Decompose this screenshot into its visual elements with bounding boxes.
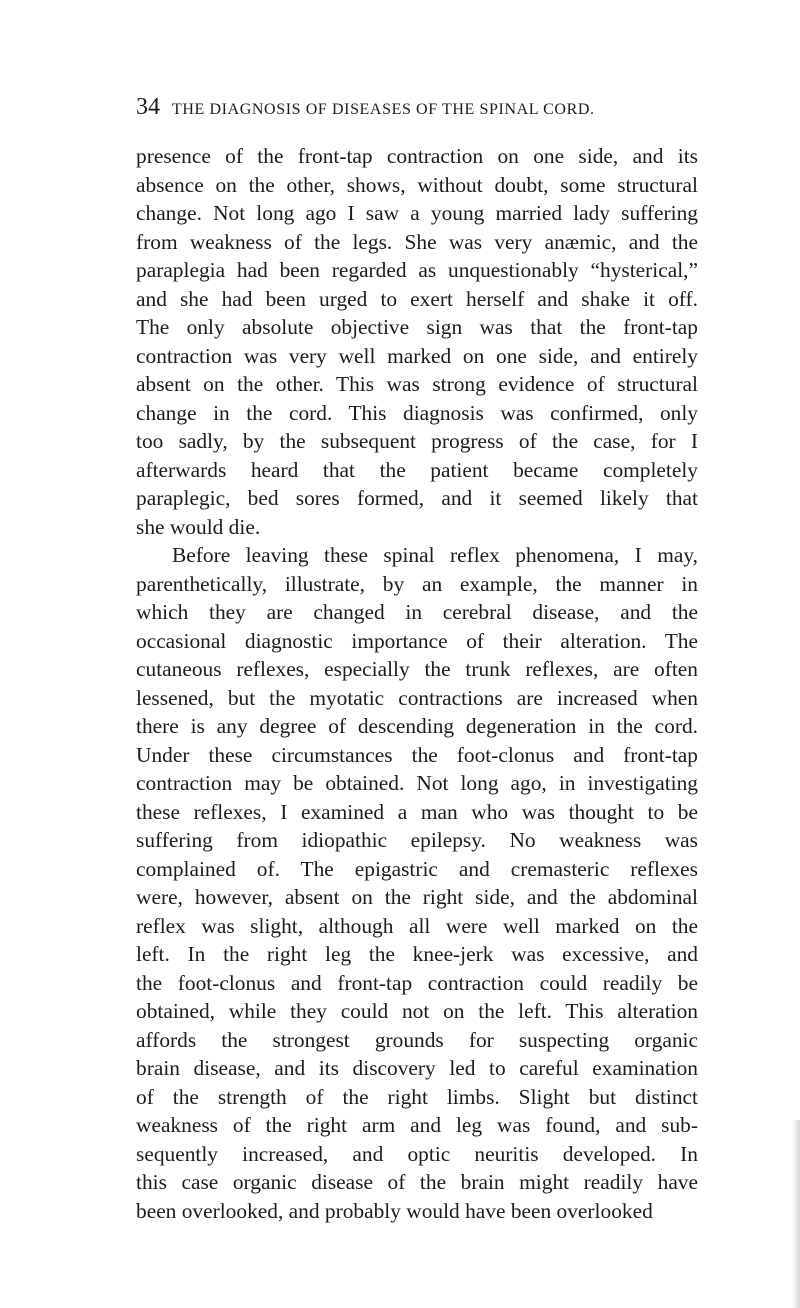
text-line: occasional diagnostic importance of their alteration. The [136,628,698,653]
text-line: lessened, but the myotatic contractions are increased when [136,685,698,710]
text-line: change in the cord. This diagnosis was confirmed, only [136,400,698,425]
text-line: the foot-clonus and front-tap contraction could readily be [136,970,698,995]
text-line: been overlooked, and probably would have been overlooked [136,1198,653,1223]
text-line: suffering from idiopathic epilepsy. No weakness was [136,828,698,852]
text-line: affords the strongest grounds for suspecting organic [136,1027,698,1052]
text-line: complained of. The epigastric and cremasteric reflexes [136,856,698,881]
text-line: contraction may be obtained. Not long ago, in investigating [136,771,698,795]
text-line: from weakness of the legs. She was very anæmic, and the [136,229,698,254]
text-line: weakness of the right arm and leg was found, and sub- [136,1113,698,1137]
text-line: too sadly, by the subsequent progress of the case, for I [136,429,698,453]
text-line: and she had been urged to exert herself and shake it off. [136,286,698,311]
text-line: which they are changed in cerebral disease, and the [136,600,698,624]
text-line: cutaneous reflexes, especially the trunk reflexes, are often [136,657,698,681]
text-line: this case organic disease of the brain might readily have [136,1170,698,1194]
text-line: left. In the right leg the knee-jerk was excessive, and [136,942,698,966]
text-line: Before leaving these spinal reflex phenomena, I may, [172,543,698,567]
text-line: presence of the front-tap contraction on one side, and its [136,144,698,168]
text-line: reflex was slight, although all were well marked on the [136,913,698,938]
text-line: Under these circumstances the foot-clonus and front-tap [136,742,698,767]
text-line: paraplegia had been regarded as unquestionably “hysterical,” [136,258,698,282]
text-line: there is any degree of descending degeneration in the cord. [136,714,698,738]
text-line: absence on the other, shows, without doubt, some structural [136,172,698,197]
text-line: paraplegic, bed sores formed, and it seemed likely that [136,486,698,510]
text-line: The only absolute objective sign was that the front-tap [136,315,698,339]
text-line: parenthetically, illustrate, by an example, the manner in [136,571,698,596]
text-line: she would die. [136,514,261,539]
text-line: absent on the other. This was strong evidence of structural [136,372,698,396]
body-text [136,142,698,1225]
page-number: 34 [136,94,160,120]
running-title: THE DIAGNOSIS OF DISEASES OF THE SPINAL CORD. [172,101,595,118]
text-line: brain disease, and its discovery led to careful examination [136,1056,698,1080]
text-line: change. Not long ago I saw a young married lady suffering [136,201,698,225]
text-line: these reflexes, I examined a man who was thought to be [136,799,698,824]
text-line: obtained, while they could not on the left. This alteration [136,999,698,1023]
text-line: afterwards heard that the patient became completely [136,457,698,482]
text-line: sequently increased, and optic neuritis developed. In [136,1141,698,1166]
text-line: were, however, absent on the right side, and the abdominal [136,885,698,909]
page-edge-shadow [792,1120,800,1308]
page-header [136,94,696,121]
text-line: contraction was very well marked on one side, and entirely [136,343,698,368]
text-line: of the strength of the right limbs. Slight but distinct [136,1084,698,1109]
